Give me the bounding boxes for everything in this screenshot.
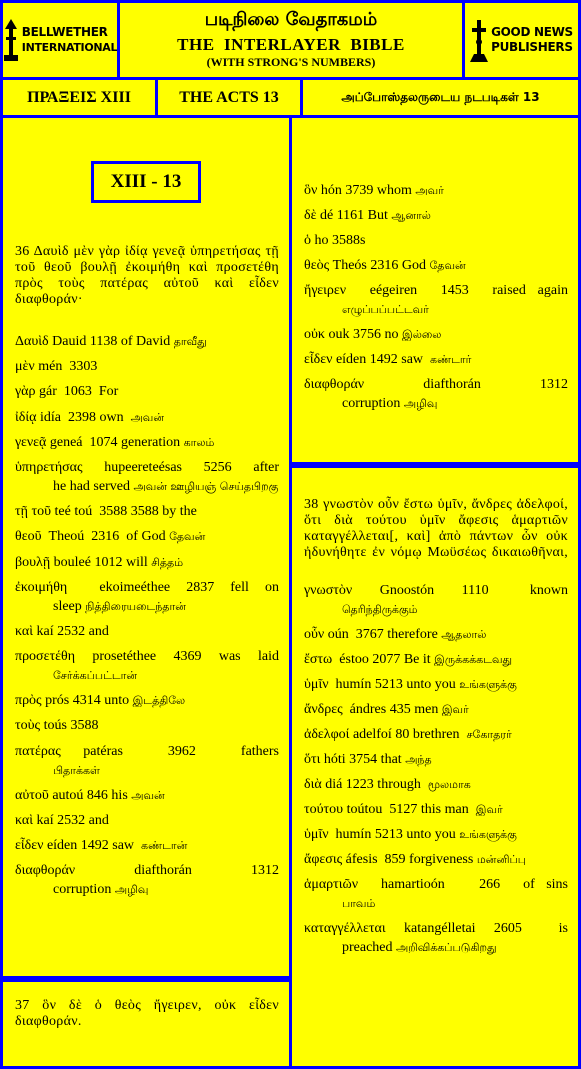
transliteration-text: adelfoí 80 brethren: [349, 727, 467, 742]
word-entry: [304, 675, 568, 694]
word-entry: [15, 408, 279, 427]
title-subtitle: (WITH STRONG'S NUMBERS): [206, 55, 376, 69]
word-entry: [15, 786, 279, 805]
transliteration-text: éstoo 2077 Be it: [332, 652, 435, 667]
tamil-gloss: மூலமாக: [427, 778, 471, 791]
greek-word: ὅτι: [304, 752, 321, 767]
greek-word: ὑμῖν: [304, 677, 329, 692]
greek-word: τῇ τοῦ: [15, 504, 52, 520]
greek-word: ὁ: [304, 233, 311, 248]
word-entry: [304, 825, 568, 844]
tamil-gloss: ஆதலால்: [441, 628, 487, 641]
verse-38-text: 38 γνωστὸν οὖν ἔστω ὑμῖν, ἄνδρες ἀδελφοί, ὅτι διὰ τούτου ὑμῖν ἄφεσις ἁμαρτιῶν καταγγέλλεται[, καὶ] ἀπὸ πάντων ὧν οὐκ ἠδυνήθητε ἐν νόμῳ Μωϋσέως δικαιωθῆναι,: [304, 497, 568, 560]
transliteration-text: kaí 2532 and: [33, 813, 109, 828]
bellwether-logo: [3, 3, 117, 77]
transliteration-text: humín 5213 unto you: [328, 827, 460, 842]
transliteration-text: geneá 1074 generation: [46, 434, 184, 450]
transliteration-text: prós 4314 unto: [41, 693, 133, 709]
transliteration-text: ho 3588s: [311, 233, 366, 248]
greek-word: γνωστὸν: [304, 583, 353, 598]
greek-word: ἁμαρτιῶν: [304, 877, 359, 892]
word-entry: [15, 691, 279, 710]
word-entry: [304, 850, 568, 869]
word-entry: [15, 527, 279, 546]
word-entry: [15, 433, 279, 452]
tamil-gloss: அந்த: [405, 753, 432, 766]
greek-word: οὐκ: [304, 327, 325, 342]
word-entry: [15, 357, 279, 376]
word-entry: [304, 231, 568, 250]
tab-greek-book: [3, 80, 155, 115]
greek-word: διὰ: [304, 777, 322, 792]
chapter-badge-label: XIII - 13: [110, 171, 182, 192]
greek-word: ἤγειρεν: [304, 283, 347, 298]
transliteration-text: prosetéthee 4369 was laid: [75, 649, 279, 665]
continuation-line: சேர்க்கப்பட்டான்: [53, 669, 138, 683]
left-word-list: [15, 332, 279, 899]
tamil-gloss: அவன்: [130, 410, 164, 424]
word-entry: [304, 375, 568, 413]
greek-word: ἀδελφοί: [304, 727, 350, 742]
tamil-gloss: இடத்திலே: [132, 694, 186, 708]
tamil-gloss: தேவன்: [429, 259, 466, 272]
continuation-line: பிதாக்கள்: [53, 763, 100, 777]
transliteration-text: katangélletai 2605 is: [385, 921, 568, 936]
greek-word: εἶδεν: [15, 838, 44, 854]
word-entry: [15, 647, 279, 685]
transliteration-text: ándres 435 men: [342, 702, 442, 717]
continuation-line: எழுப்பப்பட்டவர்: [342, 303, 429, 316]
transliteration-text: kaí 2532 and: [33, 623, 109, 639]
transliteration-text: hóti 3754 that: [320, 752, 406, 767]
word-entry: [15, 382, 279, 401]
word-entry: [15, 742, 279, 780]
tamil-gloss: காலம்: [183, 435, 215, 449]
transliteration-text: toútou 5127 this man: [343, 802, 476, 817]
word-entry: [304, 700, 568, 719]
tab-greek-label: ΠΡΑΞΕΙΣ XIII: [27, 88, 131, 106]
chapter-badge: [91, 161, 201, 203]
tamil-gloss: அவர்: [415, 184, 444, 197]
transliteration-text: ouk 3756 no: [325, 327, 402, 342]
word-entry: [15, 332, 279, 351]
tamil-gloss: இவர்: [475, 803, 503, 816]
verse-36-text: 36 Δαυὶδ μὲν γὰρ ἰδίᾳ γενεᾷ ὑπηρετήσας τῇ τοῦ θεοῦ βουλῇ ἐκοιμήθη καὶ προσετέθη πρὸς τοὺς πατέρας αὐτοῦ καὶ εἶδεν διαφθοράν·: [15, 244, 279, 307]
transliteration-text: eégeiren 1453 raised again: [346, 283, 568, 298]
continuation-line: corruption அழிவு: [342, 396, 438, 411]
greek-word: ἄνδρες: [304, 702, 343, 717]
transliteration-text: dé 1161 But: [316, 208, 392, 223]
word-entry: [304, 181, 568, 200]
greek-word: τοὺς: [15, 718, 41, 734]
transliteration-text: Gnoostón 1110 known: [352, 583, 568, 598]
good-news-logo: [465, 3, 578, 77]
transliteration-text: diafthorán 1312: [364, 377, 568, 392]
transliteration-text: áfesis 859 forgiveness: [342, 852, 477, 867]
good-news-emblem-icon: [470, 18, 488, 62]
greek-word: τούτου: [304, 802, 344, 817]
word-entry: [15, 622, 279, 641]
tamil-gloss: ஆனால்: [391, 209, 431, 222]
transliteration-text: eíden 1492 saw: [332, 352, 431, 367]
word-entry: [304, 325, 568, 344]
transliteration-text: oún 3767 therefore: [324, 627, 442, 642]
word-entry: [304, 625, 568, 644]
greek-word: θεοῦ: [15, 529, 42, 545]
tamil-gloss: அவன்: [131, 788, 165, 802]
greek-word: ὑπηρετήσας: [15, 459, 83, 475]
transliteration-text: bouleé 1012 will: [50, 554, 152, 570]
continuation-line: he had served அவன் ஊழியஞ் செய்தபிறகு: [53, 478, 279, 494]
greek-word: καὶ: [15, 623, 34, 639]
word-entry: [304, 281, 568, 319]
word-entry: [15, 502, 279, 521]
transliteration-text: hupeereteésas 5256 after: [82, 459, 279, 475]
word-entry: [304, 725, 568, 744]
greek-word: εἶδεν: [304, 352, 333, 367]
title-block: [120, 3, 462, 77]
bellwether-logo-line1: BELLWETHER: [21, 25, 108, 39]
greek-word: ἔστω: [304, 652, 333, 667]
tamil-gloss: இல்லை: [402, 328, 442, 341]
tamil-gloss: தாவீது: [173, 335, 207, 348]
tab-tamil-book: [303, 80, 578, 115]
word-entry: [304, 256, 568, 275]
word-entry: [15, 716, 279, 735]
tamil-gloss: மன்னிப்பு: [476, 853, 526, 866]
continuation-line: பாவம்: [342, 897, 376, 910]
verse-37-text: 37 ὃν δὲ ὁ θεὸς ἤγειρεν, οὐκ εἶδεν διαφθοράν.: [15, 998, 279, 1029]
greek-word: καὶ: [15, 813, 34, 828]
word-entry: [304, 350, 568, 369]
verse-37-box: [3, 982, 289, 1066]
continuation-line: preached அறிவிக்கப்படுகிறது: [342, 940, 497, 955]
word-entry: [304, 875, 568, 913]
word-entry: [15, 861, 279, 899]
greek-word: πρὸς: [15, 693, 42, 709]
greek-word: μὲν: [15, 359, 35, 375]
transliteration-text: mén 3303: [34, 359, 98, 375]
word-entry: [15, 553, 279, 572]
transliteration-text: Dauid 1138 of David: [48, 334, 174, 349]
greek-word: προσετέθη: [15, 649, 76, 665]
word-entry: [304, 775, 568, 794]
greek-word: ὃν: [304, 183, 318, 198]
transliteration-text: Theoú 2316 of God: [41, 529, 170, 545]
word-entry: [15, 811, 279, 830]
tamil-gloss: இருக்கக்கடவது: [434, 653, 513, 666]
continuation-line: corruption அழிவு: [53, 882, 149, 898]
transliteration-text: eíden 1492 saw: [43, 838, 142, 854]
greek-word: διαφθοράν: [304, 377, 365, 392]
left-column: [3, 118, 289, 976]
transliteration-text: hón 3739 whom: [317, 183, 416, 198]
transliteration-text: Theós 2316 God: [329, 258, 430, 273]
greek-word: θεὸς: [304, 258, 330, 273]
greek-word: βουλῇ: [15, 554, 51, 570]
transliteration-text: idía 2398 own: [36, 409, 131, 425]
word-entry: [304, 581, 568, 619]
title-tamil: படிநிலை வேதாகமம்: [204, 9, 378, 30]
tamil-gloss: கண்டார்: [430, 353, 472, 366]
word-entry: [304, 206, 568, 225]
right-bottom-word-list: [304, 581, 568, 957]
greek-word: γὰρ: [15, 384, 36, 400]
greek-word: αὐτοῦ: [15, 787, 49, 803]
greek-word: πατέρας: [15, 743, 61, 759]
title-english: THE INTERLAYER BIBLE: [177, 35, 405, 54]
transliteration-text: gár 1063 For: [35, 384, 119, 400]
tamil-gloss: உங்களுக்கு: [459, 678, 517, 691]
transliteration-text: hamartioón 266 of sins: [358, 877, 568, 892]
transliteration-text: patéras 3962 fathers: [60, 743, 279, 759]
word-entry: [15, 458, 279, 496]
tamil-gloss: கண்டான்: [141, 839, 188, 853]
right-top-column: [292, 118, 578, 462]
tamil-gloss: உங்களுக்கு: [459, 828, 517, 841]
greek-word: γενεᾷ: [15, 434, 47, 450]
greek-word: διαφθοράν: [15, 863, 76, 879]
word-entry: [15, 578, 279, 616]
greek-word: Δαυὶδ: [15, 334, 49, 349]
word-entry: [304, 919, 568, 957]
right-bottom-column: [292, 468, 578, 1066]
tamil-gloss: சித்தம்: [151, 555, 184, 569]
tab-english-label: THE ACTS 13: [179, 88, 279, 106]
bellwether-logo-line2: INTERNATIONAL: [21, 41, 117, 54]
good-news-logo-line2: PUBLISHERS: [491, 40, 573, 54]
word-entry: [304, 650, 568, 669]
bellwether-emblem-icon: [3, 19, 19, 61]
word-entry: [15, 836, 279, 855]
continuation-line: sleep நித்திரையடைந்தான்: [53, 598, 186, 614]
greek-word: ὑμῖν: [304, 827, 329, 842]
tamil-gloss: சகோதரர்: [466, 728, 512, 741]
tamil-gloss: தேவன்: [169, 530, 206, 544]
greek-word: δὲ: [304, 208, 317, 223]
word-entry: [304, 750, 568, 769]
transliteration-text: ekoimeéthee 2837 fell on: [67, 579, 279, 595]
tab-english-book: [158, 80, 300, 115]
greek-word: ἰδίᾳ: [15, 409, 37, 425]
continuation-line: தெரிந்திருக்கும்: [342, 603, 418, 616]
tamil-gloss: இவர்: [441, 703, 469, 716]
transliteration-text: humín 5213 unto you: [328, 677, 460, 692]
greek-word: ἐκοιμήθη: [15, 579, 68, 595]
transliteration-text: diá 1223 through: [321, 777, 428, 792]
transliteration-text: teé toú 3588 3588 by the: [51, 504, 197, 520]
greek-word: καταγγέλλεται: [304, 921, 386, 936]
right-top-word-list: [304, 181, 568, 413]
good-news-logo-line1: GOOD NEWS: [491, 25, 573, 39]
transliteration-text: toús 3588: [40, 718, 99, 734]
tab-tamil-label: அப்போஸ்தலருடைய நடபடிகள் 13: [341, 89, 540, 104]
transliteration-text: diafthorán 1312: [75, 863, 279, 879]
greek-word: οὖν: [304, 627, 325, 642]
transliteration-text: autoú 846 his: [48, 787, 132, 803]
greek-word: ἄφεσις: [304, 852, 343, 867]
word-entry: [304, 800, 568, 819]
